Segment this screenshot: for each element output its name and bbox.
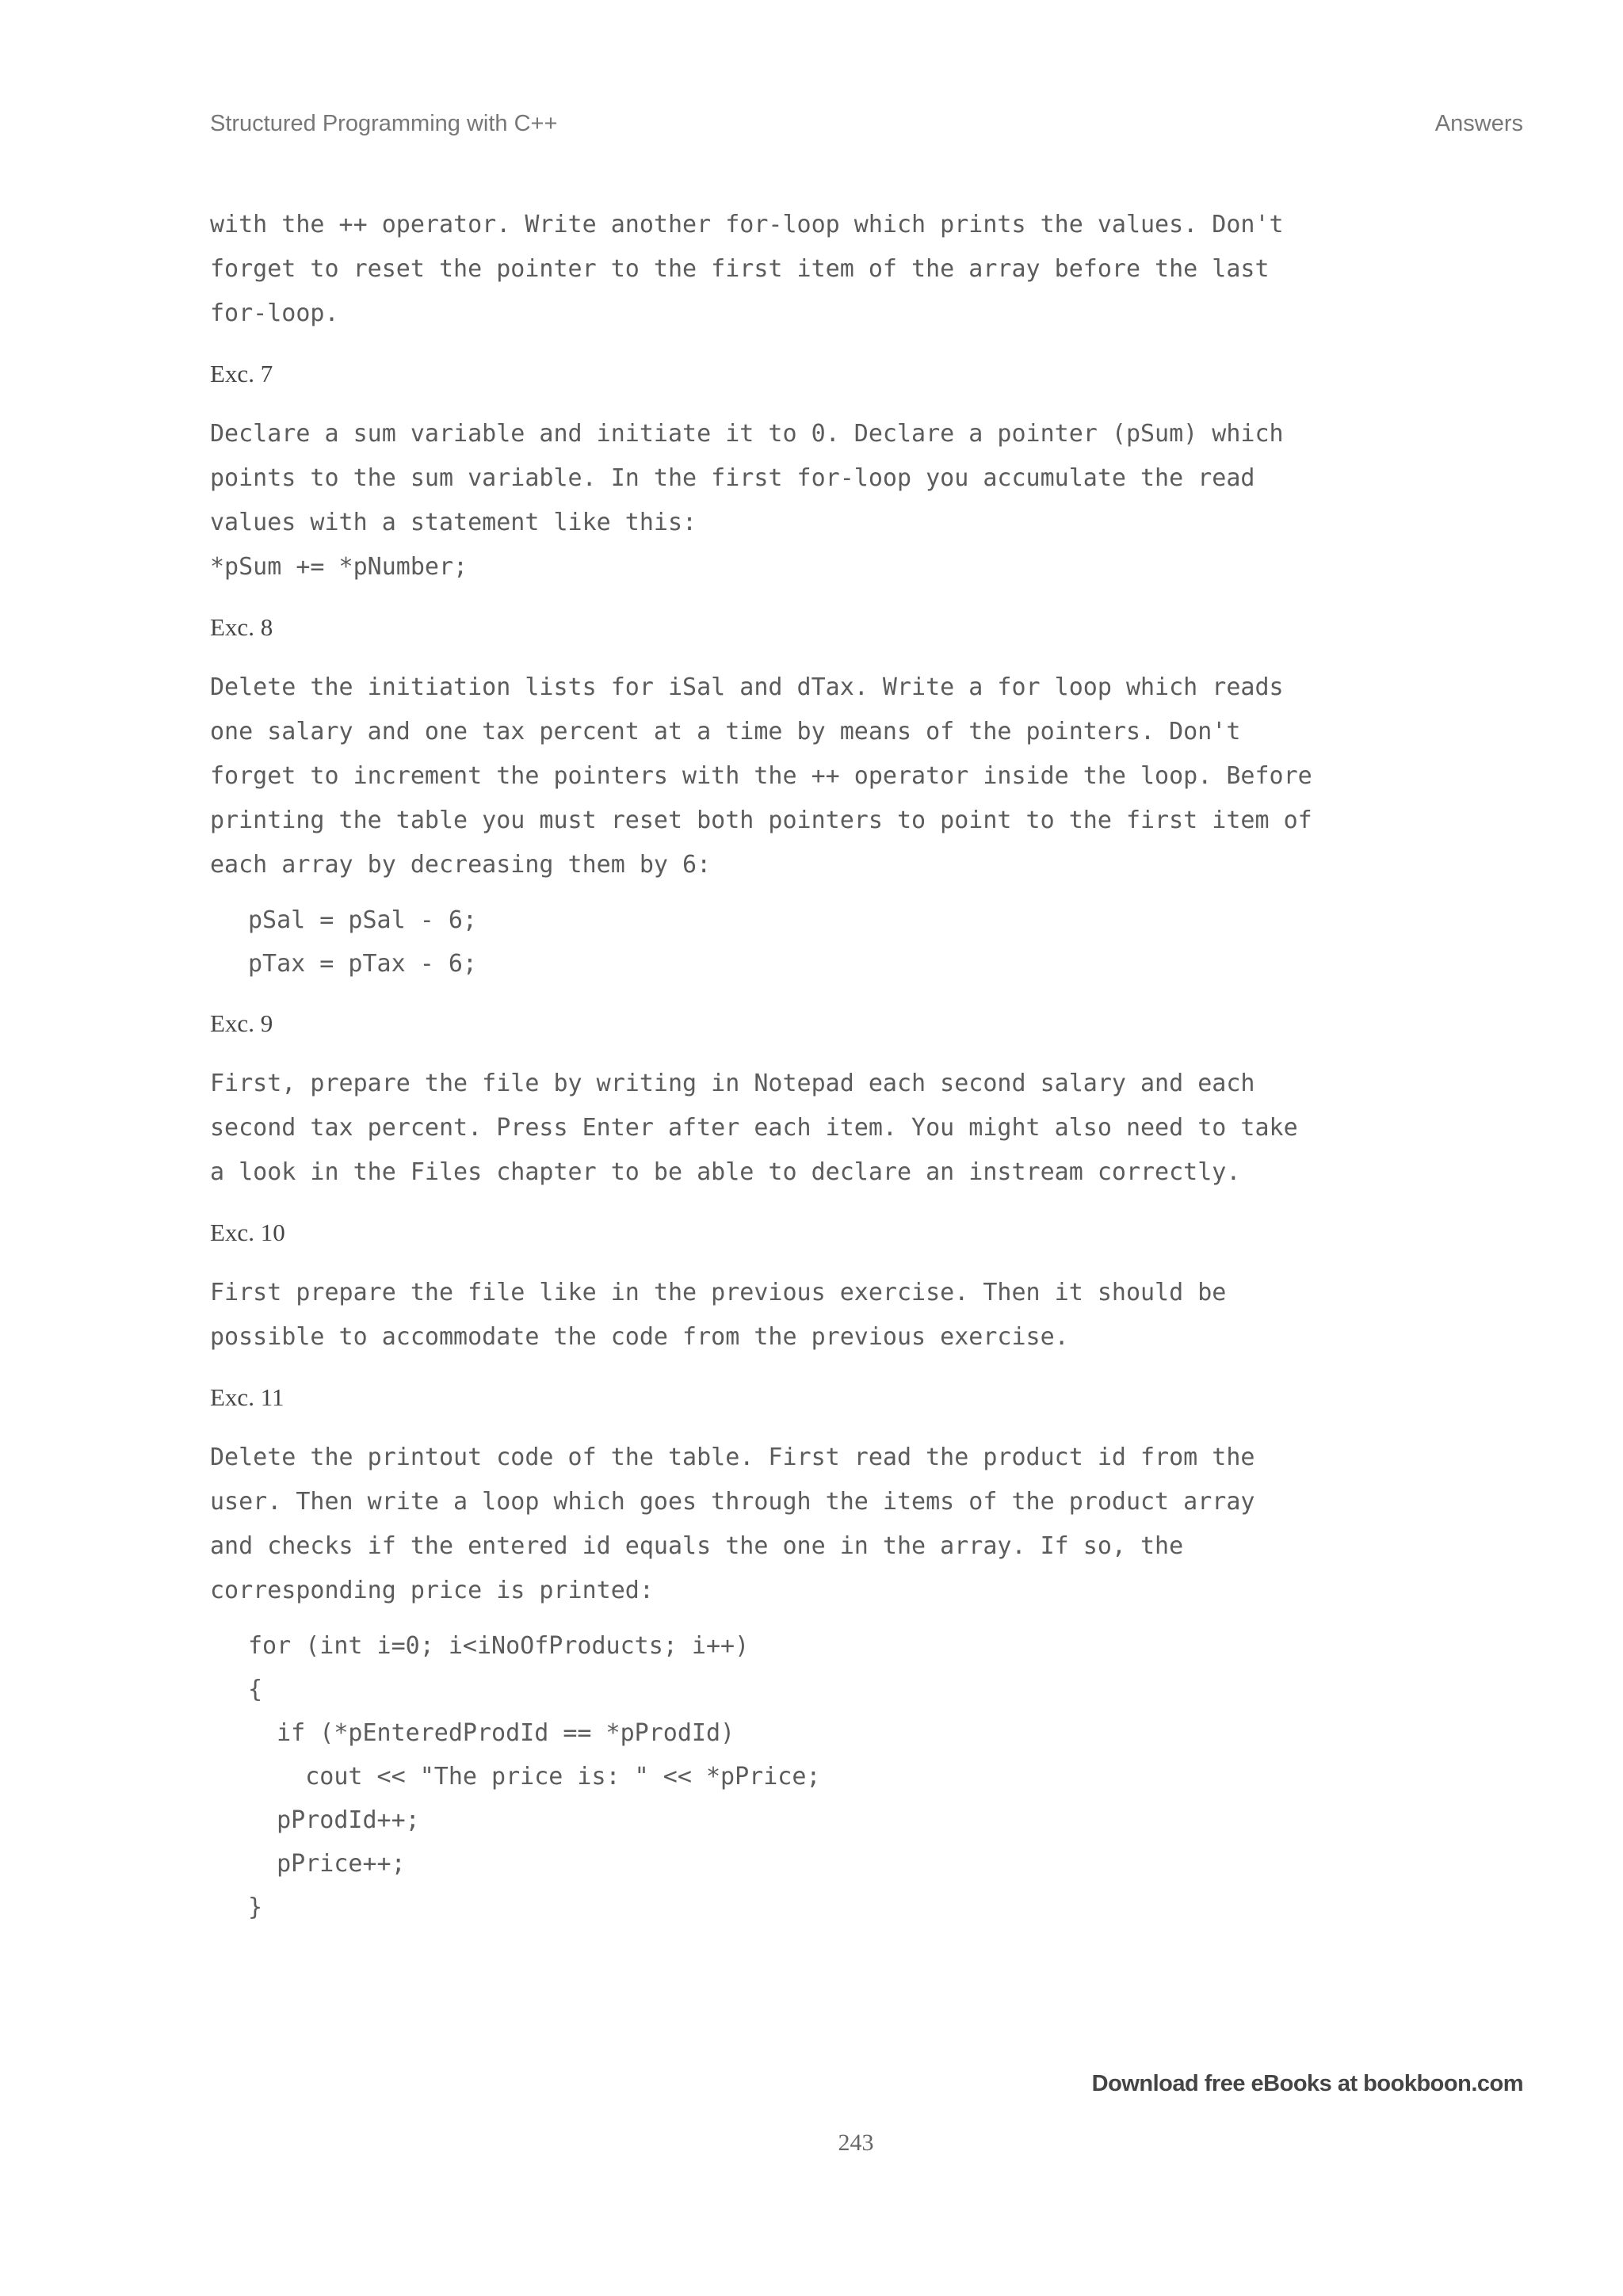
exercise-8-code: pSal = pSal - 6; pTax = pTax - 6; xyxy=(248,906,477,978)
exercise-10 xyxy=(210,1217,1526,1360)
exercise-9-text: First, prepare the file by writing in Notepad each second salary and each second tax percent. Press Enter after each item. You might also need to take a look in the Files chapter to be able to declare an instream correctly. xyxy=(210,1070,1298,1186)
book-title: Structured Programming with C++ xyxy=(210,111,558,136)
download-link[interactable]: Download free eBooks at bookboon.com xyxy=(1091,2071,1523,2096)
exercise-9-heading: Exc. 9 xyxy=(210,1009,273,1037)
exercise-9 xyxy=(210,1008,1526,1195)
exercise-10-heading: Exc. 10 xyxy=(210,1219,285,1246)
running-header xyxy=(210,111,1523,143)
page-content xyxy=(210,203,1526,1951)
exercise-7-heading: Exc. 7 xyxy=(210,360,273,387)
page-number: 243 xyxy=(838,2130,874,2156)
section-title: Answers xyxy=(1434,111,1523,136)
exercise-7-text: Declare a sum variable and initiate it to 0. Declare a pointer (pSum) which points to the sum variable. In the first for-loop you accumulate the read values with a statement like this: *pSum += *pNumber; xyxy=(210,420,1284,581)
exercise-11-heading: Exc. 11 xyxy=(210,1383,285,1411)
exercise-8-text: Delete the initiation lists for iSal and dTax. Write a for loop which reads one salary and one tax percent at a time by means of the pointers. Don't forget to increment the pointers with the ++ operator inside the loop. Before printing the table you must reset both pointers to point to the first item of each array by decreasing them by 6: xyxy=(210,673,1312,879)
exercise-11-code: for (int i=0; i<iNoOfProducts; i++) { if (*pEnteredProdId == *pProdId) cout << "The price is: " << *pPrice; pProdId++; pPrice++; } xyxy=(248,1632,821,1921)
intro-paragraph: with the ++ operator. Write another for-loop which prints the values. Don't forget to reset the pointer to the first item of the array before the last for-loop. xyxy=(210,211,1284,327)
exercise-11 xyxy=(210,1382,1526,1929)
exercise-7 xyxy=(210,358,1526,589)
exercise-11-text: Delete the printout code of the table. First read the product id from the user. Then write a loop which goes through the items of the product array and checks if the entered id equals the one in the array. If so, the corresponding price is printed: xyxy=(210,1444,1255,1604)
exercise-8 xyxy=(210,612,1526,986)
exercise-8-heading: Exc. 8 xyxy=(210,613,273,641)
intro-block xyxy=(210,203,1526,336)
exercise-10-text: First prepare the file like in the previous exercise. Then it should be possible to accommodate the code from the previous exercise. xyxy=(210,1279,1227,1351)
